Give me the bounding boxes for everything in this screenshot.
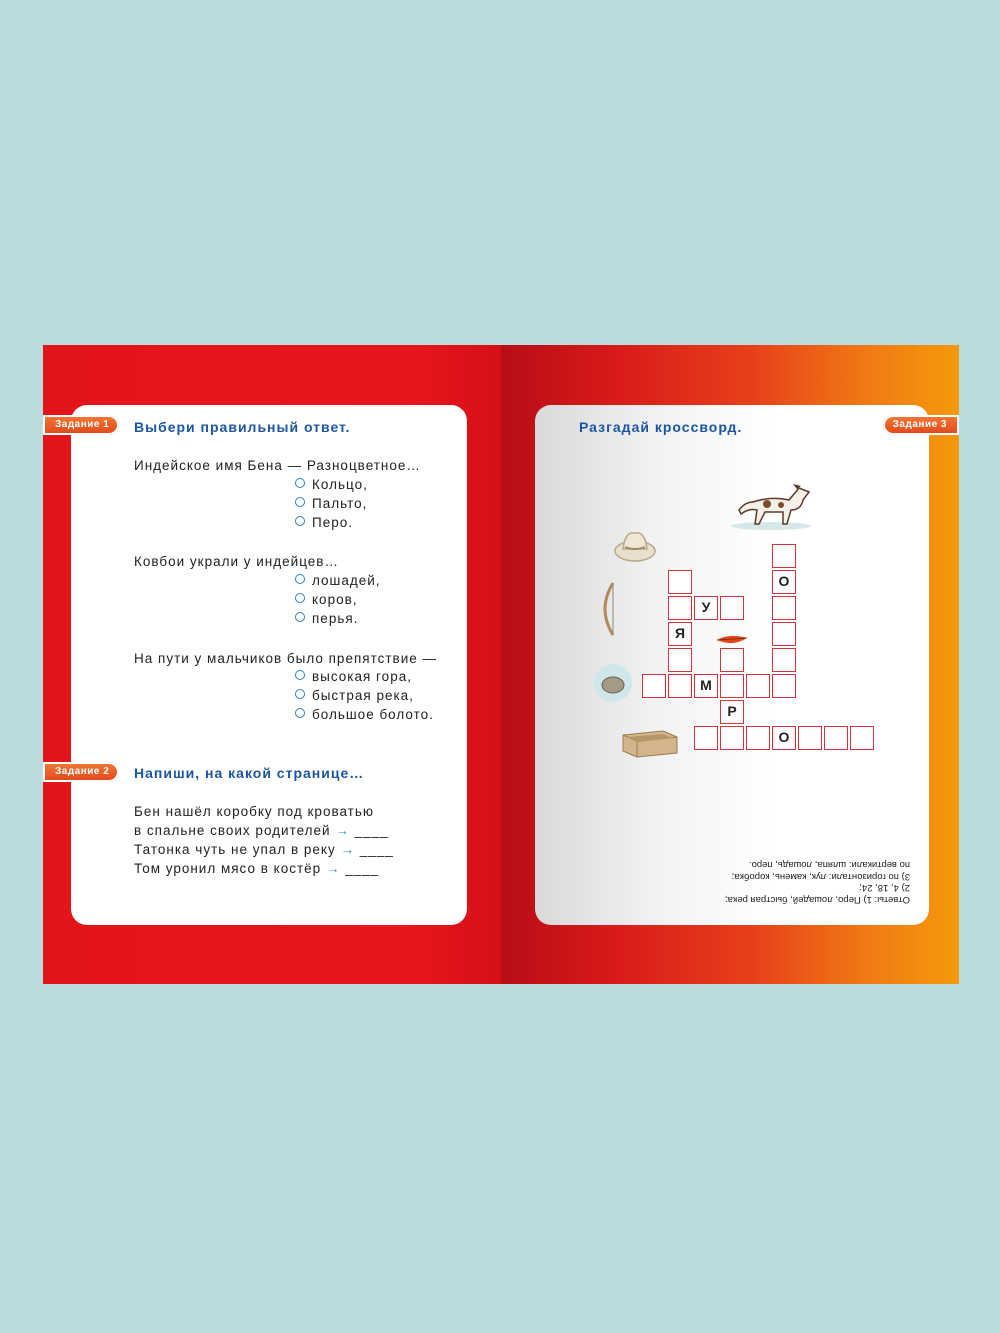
crossword-cell[interactable]: [720, 648, 744, 672]
question-1: Индейское имя Бена — Разноцветное…: [134, 458, 421, 473]
radio-circle-icon: [295, 689, 305, 699]
crossword-cell[interactable]: [746, 674, 770, 698]
crossword-cell[interactable]: О: [772, 726, 796, 750]
radio-circle-icon: [295, 478, 305, 488]
answer-blank[interactable]: ____: [345, 861, 380, 876]
option-2-3[interactable]: перья.: [295, 611, 358, 626]
crossword-cell[interactable]: [668, 674, 692, 698]
task1-title: Выбери правильный ответ.: [134, 419, 351, 435]
task3-title: Разгадай кроссворд.: [579, 419, 743, 435]
radio-circle-icon: [295, 593, 305, 603]
crossword-cell[interactable]: М: [694, 674, 718, 698]
bow-icon: [597, 581, 619, 637]
answers-upside-down: Ответы: 1) Перо, лошадей, быстрая река; 2) 4, 18, 24; 3) по горизонтали: лук, камень, коробка; по вертикали: шляпа, лошадь, перо.: [725, 859, 910, 905]
left-page: [43, 345, 501, 984]
task2-line-4: Том уронил мясо в костёр → ____: [134, 861, 380, 876]
option-1-2[interactable]: Пальто,: [295, 496, 367, 511]
crossword-cell[interactable]: [642, 674, 666, 698]
hat-icon: [611, 525, 659, 565]
option-1-3[interactable]: Перо.: [295, 515, 353, 530]
crossword-cell[interactable]: [772, 674, 796, 698]
crossword-cell[interactable]: [720, 726, 744, 750]
crossword-cell[interactable]: [668, 596, 692, 620]
crossword-cell[interactable]: [772, 648, 796, 672]
option-1-1[interactable]: Кольцо,: [295, 477, 368, 492]
crossword-cell[interactable]: [720, 674, 744, 698]
crossword-cell[interactable]: [850, 726, 874, 750]
crossword-cell[interactable]: [746, 726, 770, 750]
answer-blank[interactable]: ____: [359, 842, 394, 857]
crossword-cell[interactable]: О: [772, 570, 796, 594]
arrow-right-icon: →: [325, 861, 341, 876]
task3-badge: Задание 3: [883, 415, 959, 435]
radio-circle-icon: [295, 670, 305, 680]
crossword-cell[interactable]: [772, 544, 796, 568]
option-2-2[interactable]: коров,: [295, 592, 358, 607]
horse-icon: [731, 480, 821, 530]
task2-line-2: в спальне своих родителей → ____: [134, 823, 389, 838]
radio-circle-icon: [295, 574, 305, 584]
option-3-2[interactable]: быстрая река,: [295, 688, 414, 703]
book-spread: [43, 345, 959, 984]
question-2: Ковбои украли у индейцев…: [134, 554, 339, 569]
radio-circle-icon: [295, 708, 305, 718]
task2-badge: Задание 2: [43, 762, 119, 782]
crossword-cell[interactable]: [798, 726, 822, 750]
crossword-cell[interactable]: [668, 570, 692, 594]
task1-badge: Задание 1: [43, 415, 119, 435]
crossword-cell[interactable]: Р: [720, 700, 744, 724]
question-3: На пути у мальчиков было препятствие —: [134, 651, 438, 666]
radio-circle-icon: [295, 516, 305, 526]
crossword-cell[interactable]: Я: [668, 622, 692, 646]
box-icon: [619, 723, 681, 759]
task2-line-1: Бен нашёл коробку под кроватью: [134, 804, 375, 819]
stone-icon: [593, 663, 633, 703]
crossword-cell[interactable]: [824, 726, 848, 750]
option-3-3[interactable]: большое болото.: [295, 707, 434, 722]
answer-blank[interactable]: ____: [354, 823, 389, 838]
crossword-cell[interactable]: У: [694, 596, 718, 620]
arrow-right-icon: →: [340, 842, 355, 857]
crossword-cell[interactable]: [772, 596, 796, 620]
task2-line-3: Татонка чуть не упал в реку → ____: [134, 842, 394, 857]
feather-icon: [715, 633, 751, 647]
right-page: [501, 345, 959, 984]
option-2-1[interactable]: лошадей,: [295, 573, 381, 588]
crossword-cell[interactable]: [668, 648, 692, 672]
task2-title: Напиши, на какой странице…: [134, 765, 365, 781]
radio-circle-icon: [295, 497, 305, 507]
crossword-cell[interactable]: [772, 622, 796, 646]
radio-circle-icon: [295, 612, 305, 622]
option-3-1[interactable]: высокая гора,: [295, 669, 412, 684]
crossword-cell[interactable]: [694, 726, 718, 750]
arrow-right-icon: →: [335, 823, 350, 838]
crossword-cell[interactable]: [720, 596, 744, 620]
